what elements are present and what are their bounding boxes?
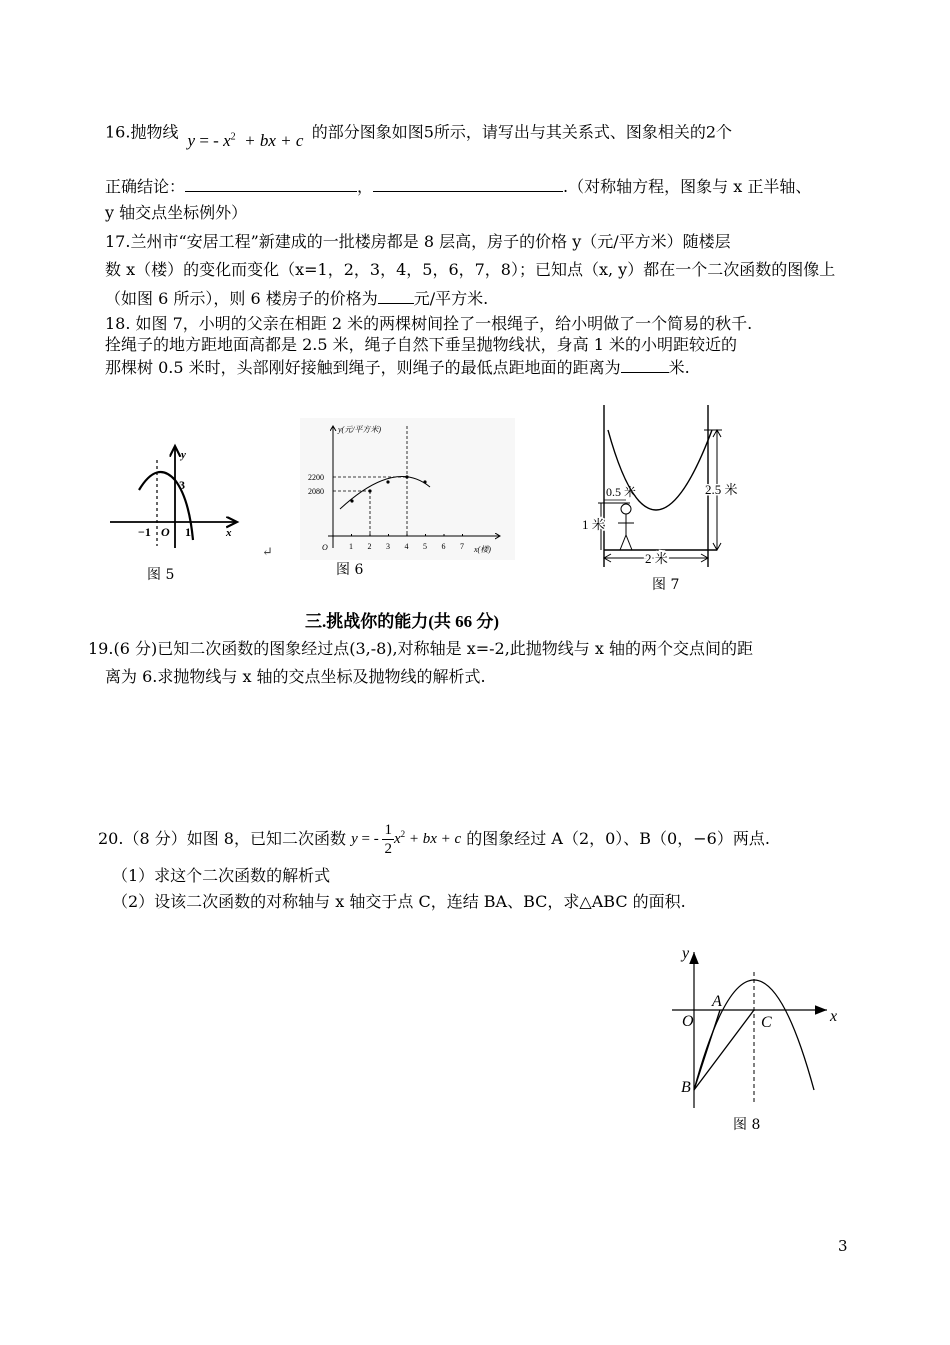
data-point: [368, 489, 371, 492]
page-number: 3: [838, 1237, 848, 1255]
q20-sub2: （2）设该二次函数的对称轴与 x 轴交于点 C，连结 BA、BC，求△ABC 的面积.: [112, 892, 686, 911]
q17-line1: 17.兰州市“安居工程”新建成的一批楼房都是 8 层高，房子的价格 y（元/平方米）随楼层: [105, 232, 731, 251]
paragraph-mark: ↵: [262, 545, 273, 560]
figure-5-caption: 图 5: [147, 567, 175, 583]
q16-formula: y = - $x^2$ + bx + c: [187, 130, 304, 150]
figure-7: [582, 405, 757, 570]
label-three: 3: [179, 478, 185, 492]
q19-line1: 19.(6 分)已知二次函数的图象经过点(3,-8),对称轴是 x=-2,此抛物线与 x 轴的两个交点间的距: [88, 639, 754, 658]
x-axis-title: x(楼): [474, 545, 491, 554]
q20-formula: y = - $\frac{1}{2}$ $x^2$ + bx + c: [351, 822, 462, 857]
q20-line1: 20.（8 分）如图 8，已知二次函数 y = - $\frac{1}{2}$ $x^2$ + bx + c 的图象经过 A（2，0）、B（0，−6）两点.: [98, 822, 770, 857]
origin-label: O: [322, 543, 328, 552]
label-minus-one: −1: [138, 525, 151, 539]
x-tick-label: 7: [460, 542, 464, 551]
y-axis-label: y: [181, 449, 186, 461]
x-tick-label: 3: [386, 542, 390, 551]
data-point: [350, 499, 353, 502]
q20-sub1: （1）求这个二次函数的解析式: [112, 866, 331, 885]
figure-7-caption: 图 7: [652, 577, 680, 593]
x-tick-label: 5: [423, 542, 427, 551]
data-point: [405, 475, 408, 478]
q16-line2: 正确结论： ， .（对称轴方程，图象与 x 正半轴、: [105, 177, 812, 196]
q17-line2: 数 x（楼）的变化而变化（x=1，2，3，4，5，6，7，8）；已知点（x, y）都在一个二次函数的图像上: [105, 260, 836, 279]
y-axis-title: y(元/平方米): [338, 425, 382, 434]
q18-line3: 那棵树 0.5 米时，头部刚好接触到绳子，则绳子的最低点距地面的距离为 米.: [105, 358, 690, 377]
q18-line1: 18. 如图 7，小明的父亲在相距 2 米的两棵树间拴了一根绳子，给小明做了一个简易的秋千.: [105, 314, 753, 333]
answer-blank[interactable]: [621, 356, 669, 373]
figure-6: [300, 418, 515, 560]
y-tick-label: 2080: [308, 487, 324, 496]
segment-ba: [694, 1010, 720, 1090]
label-25m: 2.5 米: [705, 482, 738, 497]
q19-line2: 离为 6.求抛物线与 x 轴的交点坐标及抛物线的解析式.: [105, 667, 486, 686]
data-point: [386, 480, 389, 483]
x-tick-label: 6: [441, 542, 446, 551]
answer-blank[interactable]: [373, 175, 563, 192]
answer-blank[interactable]: [378, 287, 414, 304]
x-tick-label: 2: [367, 542, 372, 551]
point-b-label: B: [681, 1079, 691, 1096]
point-c-label: C: [761, 1014, 772, 1031]
label-05m: 0.5 米: [606, 485, 637, 499]
label-1m: 1 米: [582, 517, 605, 532]
figure-8: [672, 940, 847, 1115]
figure-8-caption: 图 8: [733, 1117, 761, 1133]
q16-line3: y 轴交点坐标例外）: [105, 203, 248, 222]
x-tick-label: 1: [349, 542, 353, 551]
q18-line2: 拴绳子的地方距地面高都是 2.5 米，绳子自然下垂呈抛物线状，身高 1 米的小明距较近的: [105, 335, 737, 354]
answer-blank[interactable]: [185, 175, 357, 192]
label-2m: 2 米: [645, 551, 668, 566]
figure-6-caption: 图 6: [336, 562, 364, 578]
data-point: [423, 480, 426, 483]
point-a-label: A: [712, 993, 722, 1010]
y-tick-label: 2200: [308, 473, 324, 482]
label-one: 1: [185, 525, 191, 539]
x-axis-label: x: [226, 527, 232, 539]
origin-label: O: [682, 1013, 694, 1030]
q16-line1: 16.抛物线 y = - $x^2$ + bx + c 的部分图象如图5所示，请写出与其关系式、图象相关的2个: [105, 122, 733, 150]
y-axis-label: y: [682, 945, 690, 962]
q17-line3: （如图 6 所示），则 6 楼房子的价格为 元/平方米.: [105, 289, 489, 308]
section-title: 三.挑战你的能力(共 66 分): [305, 612, 500, 631]
x-tick-label: 4: [404, 542, 409, 551]
child-figure-icon: [618, 504, 634, 550]
x-axis-label: x: [830, 1008, 838, 1025]
segment-bc: [694, 1010, 754, 1090]
figure-5: [105, 440, 245, 550]
label-origin: O: [161, 525, 170, 539]
